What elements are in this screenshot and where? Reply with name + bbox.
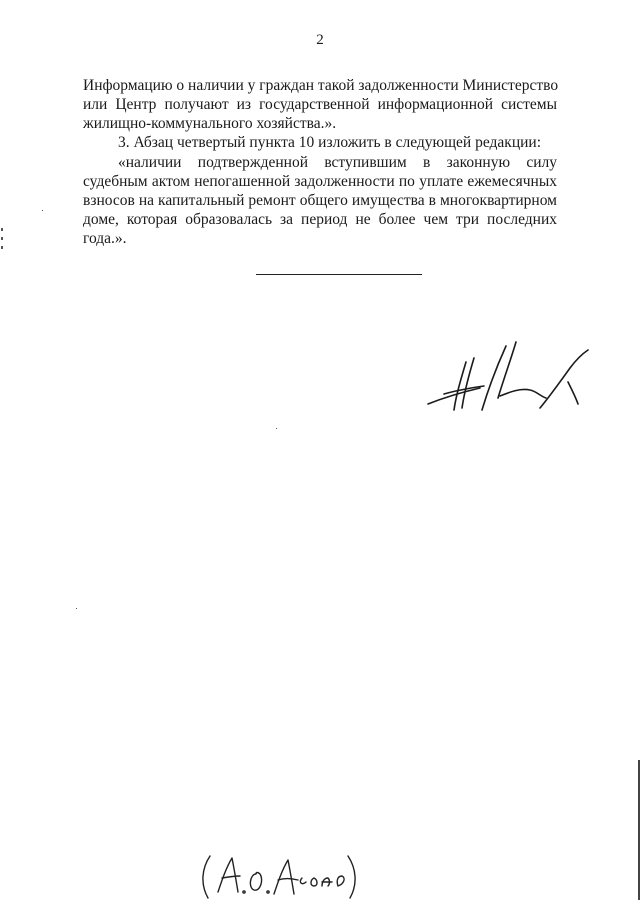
page-number: 2	[316, 32, 324, 48]
scan-speck	[276, 428, 277, 429]
scan-speck	[76, 608, 77, 609]
body-line: года.».	[83, 230, 127, 247]
body-line: 3. Абзац четвертый пункта 10 изложить в следующей редакции:	[118, 134, 542, 151]
scan-edge-marks	[1, 228, 4, 252]
body-line: доме, которая образовалась за период не более чем три последних	[83, 211, 557, 228]
signature	[418, 338, 598, 418]
body-line: или Центр получают из государственной информационной системы	[83, 96, 557, 113]
body-line: судебным актом непогашенной задолженности по уплате ежемесячных	[83, 173, 557, 190]
scan-speck	[42, 210, 43, 211]
separator-line	[256, 274, 422, 275]
body-line: «наличии подтвержденной вступившим в законную силу	[118, 154, 557, 171]
handwritten-name-note	[198, 852, 362, 902]
body-line: жилищно-коммунального хозяйства.».	[83, 115, 337, 132]
body-line: взносов на капитальный ремонт общего имущества в многоквартирном	[83, 192, 557, 209]
body-line: Информацию о наличии у граждан такой задолженности Министерство	[83, 77, 559, 94]
